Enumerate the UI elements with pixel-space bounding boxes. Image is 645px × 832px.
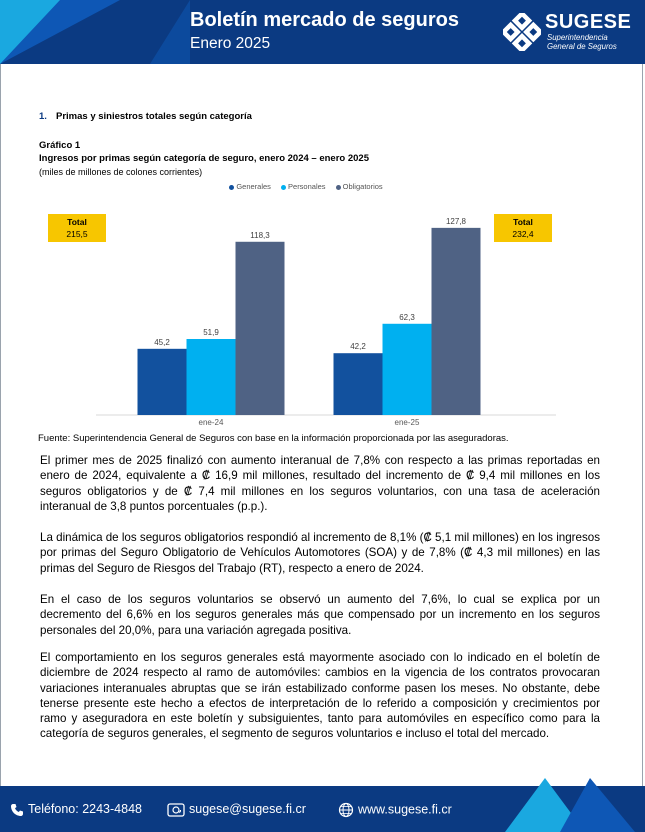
email-icon [167,803,185,817]
section-number: 1. [39,111,47,122]
bulletin-period: Enero 2025 [190,35,271,52]
data-label: 51,9 [203,328,219,338]
chart-source: Fuente: Superintendencia General de Seguros con base en la información proporcionada por las aseguradoras. [38,433,509,444]
data-label: 118,3 [250,230,270,240]
logo-subtitle: Superintendencia [547,33,608,42]
data-label: 127,8 [445,216,467,226]
bar-personales-ene-25 [383,324,432,415]
header-decoration [150,0,190,64]
x-tick-label: ene-25 [394,418,420,427]
phone-icon [10,803,24,817]
bar-personales-ene-24 [187,339,236,415]
phone-text: Teléfono: 2243-4848 [28,802,142,816]
section-title: Primas y siniestros totales según categoría [56,111,252,122]
total-value: 232,4 [512,229,534,239]
logo-wordmark: SUGESE [545,11,632,33]
paragraph-3: En el caso de los seguros voluntarios se observó un aumento del 7,6%, lo cual se explica por un decremento del 6,6% en los seguros generales más que compensado por un incremento en los seguros personales del 20,0%, para una variación agregada positiva. [40,593,600,637]
x-tick-label: ene-24 [198,418,224,427]
sugese-logo-icon [503,13,541,51]
footer-email[interactable] [167,802,306,817]
header-decoration [0,0,60,64]
bar-generales-ene-24 [138,349,187,415]
total-label: Total [67,217,87,227]
logo-subtitle: General de Seguros [547,42,617,51]
paragraph-2: La dinámica de los seguros obligatorios respondió al incremento de 8,1% (₡ 5,1 mil millones) en los ingresos por primas del Seguro Obligatorio de Vehículos Automotores (SOA) y de 7,8% (₡ 4,3 mil millones) en las primas del Seguro de Riesgos del Trabajo (RT), respecto a enero de 2024. [40,531,601,575]
legend-label: Personales [288,182,326,191]
premiums-chart [36,178,576,428]
footer-website[interactable] [338,802,452,818]
bar-generales-ene-25 [334,353,383,415]
data-label: 62,3 [399,312,415,322]
email-text: sugese@sugese.fi.cr [189,802,306,816]
chart-plot [36,178,576,428]
chart-unit: (miles de millones de colones corrientes) [39,167,203,177]
total-value: 215,5 [66,229,88,239]
legend-label: Obligatorios [342,182,383,191]
bulletin-title: Boletín mercado de seguros [190,9,459,31]
chart-label: Gráfico 1 [39,140,81,151]
bar-obligatorios-ene-24 [236,242,285,415]
website-text: www.sugese.fi.cr [358,802,452,817]
bar-obligatorios-ene-25 [432,228,481,415]
total-label: Total [513,217,533,227]
data-label: 45,2 [154,337,170,347]
legend-label: Generales [236,182,271,191]
footer-phone [10,802,142,817]
footer-decoration [560,778,635,832]
paragraph-1: El primer mes de 2025 finalizó con aumento interanual de 7,8% con respecto a las primas reportadas en enero de 2024, equivalente a ₡ 16,9 mil millones, resultado del incremento de ₡ 9,4 mil millones en los seguros obligatorios y de ₡ 7,4 mil millones en los seguros voluntarios, con una tasa de aceleración interanual de 3,8 puntos porcentuales (p.p.). [40,454,600,513]
globe-icon [338,802,354,818]
data-label: 42,2 [350,342,366,352]
paragraph-4: El comportamiento en los seguros generales está mayormente asociado con lo indicado en el boletín de diciembre de 2024 respecto al ramo de automóviles: cambios en la vigencia de los contratos provocaran variaciones interanuales abruptas que se irán estabilizado conforme pasen los meses. No obstante, debe tenerse presente este hecho a efectos de interpretación de lo referido a composición y crecimientos por ramo y aseguradora en este boletín y subsiguientes, tanto para automóviles en específico como para la categoría de seguros generales, el segmento de seguros voluntarios e incluso el total del mercado. [40,651,600,741]
header-banner [0,0,645,64]
chart-title: Ingresos por primas según categoría de seguro, enero 2024 – enero 2025 [39,153,369,164]
footer [0,778,645,832]
